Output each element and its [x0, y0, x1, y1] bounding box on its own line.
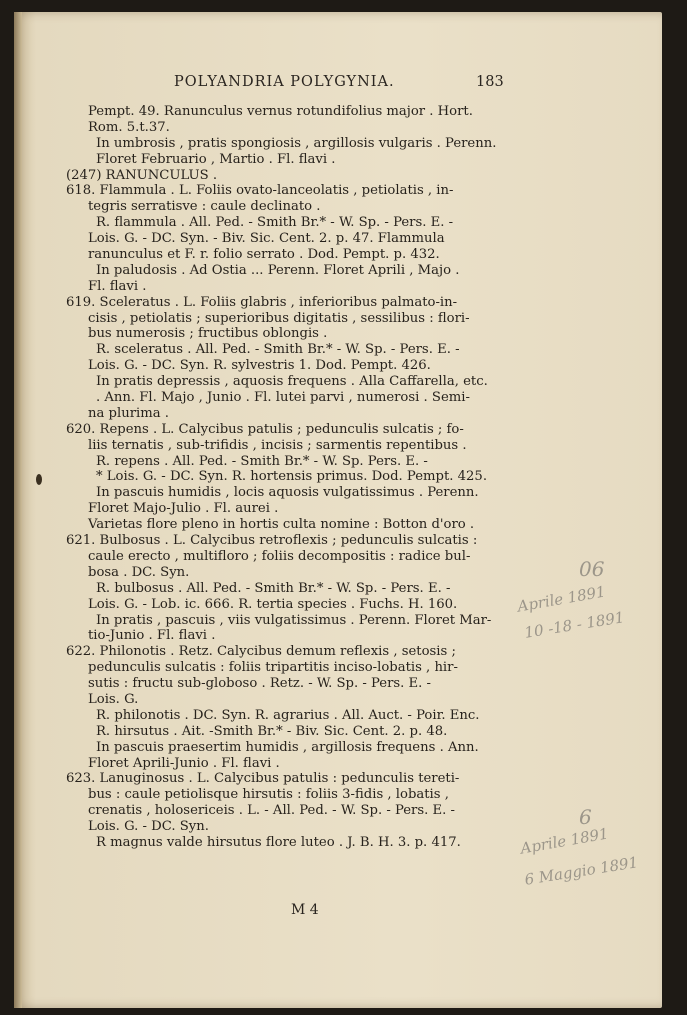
pencil-note-date: Aprile 1891	[519, 824, 610, 858]
text-line: crenatis , holosericeis . L. - All. Ped. - W. Sp. - Pers. E. -	[88, 803, 455, 819]
text-line: Rom. 5.t.37.	[88, 119, 170, 135]
text-line: * Lois. G. - DC. Syn. R. hortensis primus. Dod. Pempt. 425.	[96, 469, 488, 485]
text-line: cisis , petiolatis ; superioribus digitatis , sessilibus : flori-	[88, 310, 470, 326]
text-line: 620. Repens . L. Calycibus patulis ; pedunculis sulcatis ; fo-	[66, 421, 464, 437]
text-line: pedunculis sulcatis : foliis tripartitis inciso-lobatis , hir-	[88, 660, 458, 676]
text-line: ranunculus et F. r. folio serrato . Dod. Pempt. p. 432.	[88, 247, 440, 263]
text-line: Lois. G. - DC. Syn.	[88, 819, 209, 835]
text-line: bus : caule petiolisque hirsutis : foliis 3-fidis , lobatis ,	[88, 787, 449, 803]
text-line: Lois. G.	[88, 691, 139, 707]
paper-wormhole	[36, 474, 42, 485]
pencil-note-date: 10 -18 - 1891	[523, 608, 626, 642]
page-number: 183	[476, 74, 504, 90]
text-line: Varietas flore pleno in hortis culta nomine : Botton d'oro .	[88, 517, 475, 533]
text-line: Pempt. 49. Ranunculus vernus rotundifolius major . Hort.	[88, 104, 473, 119]
text-line: bosa . DC. Syn.	[88, 564, 190, 580]
text-line: na plurima .	[88, 405, 169, 421]
signature-mark: M 4	[291, 902, 319, 918]
text-line: R magnus valde hirsutus flore luteo . J. B. H. 3. p. 417.	[96, 834, 461, 850]
text-line: Lois. G. - DC. Syn. R. sylvestris 1. Dod. Pempt. 426.	[88, 358, 431, 374]
text-line: bus numerosis ; fructibus oblongis .	[88, 326, 328, 342]
text-line: 619. Sceleratus . L. Foliis glabris , inferioribus palmato-in-	[66, 294, 458, 310]
text-line: In pratis depressis , aquosis frequens . Alla Caffarella, etc.	[96, 374, 488, 390]
text-line: R. philonotis . DC. Syn. R. agrarius . All. Auct. - Poir. Enc.	[96, 707, 480, 723]
text-line: R. flammula . All. Ped. - Smith Br.* - W. Sp. - Pers. E. -	[96, 215, 454, 231]
text-line: R. bulbosus . All. Ped. - Smith Br.* - W. Sp. - Pers. E. -	[96, 580, 451, 596]
pencil-note-date: Aprile 1891	[516, 582, 607, 616]
running-title: POLYANDRIA POLYGYNIA.	[174, 74, 395, 90]
pencil-note-number: 06	[579, 557, 605, 581]
text-line: Floret Aprili-Junio . Fl. flavi .	[88, 755, 280, 771]
text-line: caule erecto , multifloro ; foliis decompositis : radice bul-	[88, 548, 471, 564]
text-line: In pascuis praesertim humidis , argillosis frequens . Ann.	[96, 739, 479, 755]
text-line: R. hirsutus . Ait. -Smith Br.* - Biv. Sic. Cent. 2. p. 48.	[96, 723, 448, 739]
text-line: tio-Junio . Fl. flavi .	[88, 628, 216, 644]
text-line: Fl. flavi .	[88, 278, 147, 294]
text-line: Lois. G. - DC. Syn. - Biv. Sic. Cent. 2. p. 47. Flammula	[88, 231, 445, 247]
text-line: tegris serratisve : caule declinato .	[88, 199, 321, 215]
pencil-note-date: 6 Maggio 1891	[523, 853, 640, 889]
page-gutter-edge	[14, 12, 22, 1008]
text-line: (247) RANUNCULUS .	[66, 167, 218, 183]
text-line: . Ann. Fl. Majo , Junio . Fl. lutei parvi , numerosi . Semi-	[96, 390, 470, 406]
text-line: In pratis , pascuis , viis vulgatissimus . Perenn. Floret Mar-	[96, 612, 492, 628]
body-text	[66, 104, 536, 851]
book-page	[14, 12, 662, 1008]
pencil-note-number: 6	[579, 805, 592, 829]
text-line: 623. Lanuginosus . L. Calycibus patulis : pedunculis tereti-	[66, 771, 460, 787]
text-line: R. sceleratus . All. Ped. - Smith Br.* - W. Sp. - Pers. E. -	[96, 342, 460, 358]
text-line: In paludosis . Ad Ostia ... Perenn. Floret Aprili , Majo .	[96, 262, 460, 278]
text-line: 622. Philonotis . Retz. Calycibus demum reflexis , setosis ;	[66, 644, 456, 660]
text-line: In pascuis humidis , locis aquosis vulgatissimus . Perenn.	[96, 485, 479, 501]
text-line: sutis : fructu sub-globoso . Retz. - W. Sp. - Pers. E. -	[88, 676, 432, 692]
text-line: liis ternatis , sub-trifidis , incisis ; sarmentis repentibus .	[88, 437, 467, 453]
text-line: In umbrosis , pratis spongiosis , argillosis vulgaris . Perenn.	[96, 135, 497, 151]
text-line: 618. Flammula . L. Foliis ovato-lanceolatis , petiolatis , in-	[66, 183, 454, 199]
text-line: 621. Bulbosus . L. Calycibus retroflexis ; pedunculis sulcatis :	[66, 533, 478, 549]
text-line: Floret Februario , Martio . Fl. flavi .	[96, 151, 336, 167]
text-line: Lois. G. - Lob. ic. 666. R. tertia species . Fuchs. H. 160.	[88, 596, 458, 612]
text-line: R. repens . All. Ped. - Smith Br.* - W. Sp. Pers. E. -	[96, 453, 428, 469]
text-line: Floret Majo-Julio . Fl. aurei .	[88, 501, 279, 517]
